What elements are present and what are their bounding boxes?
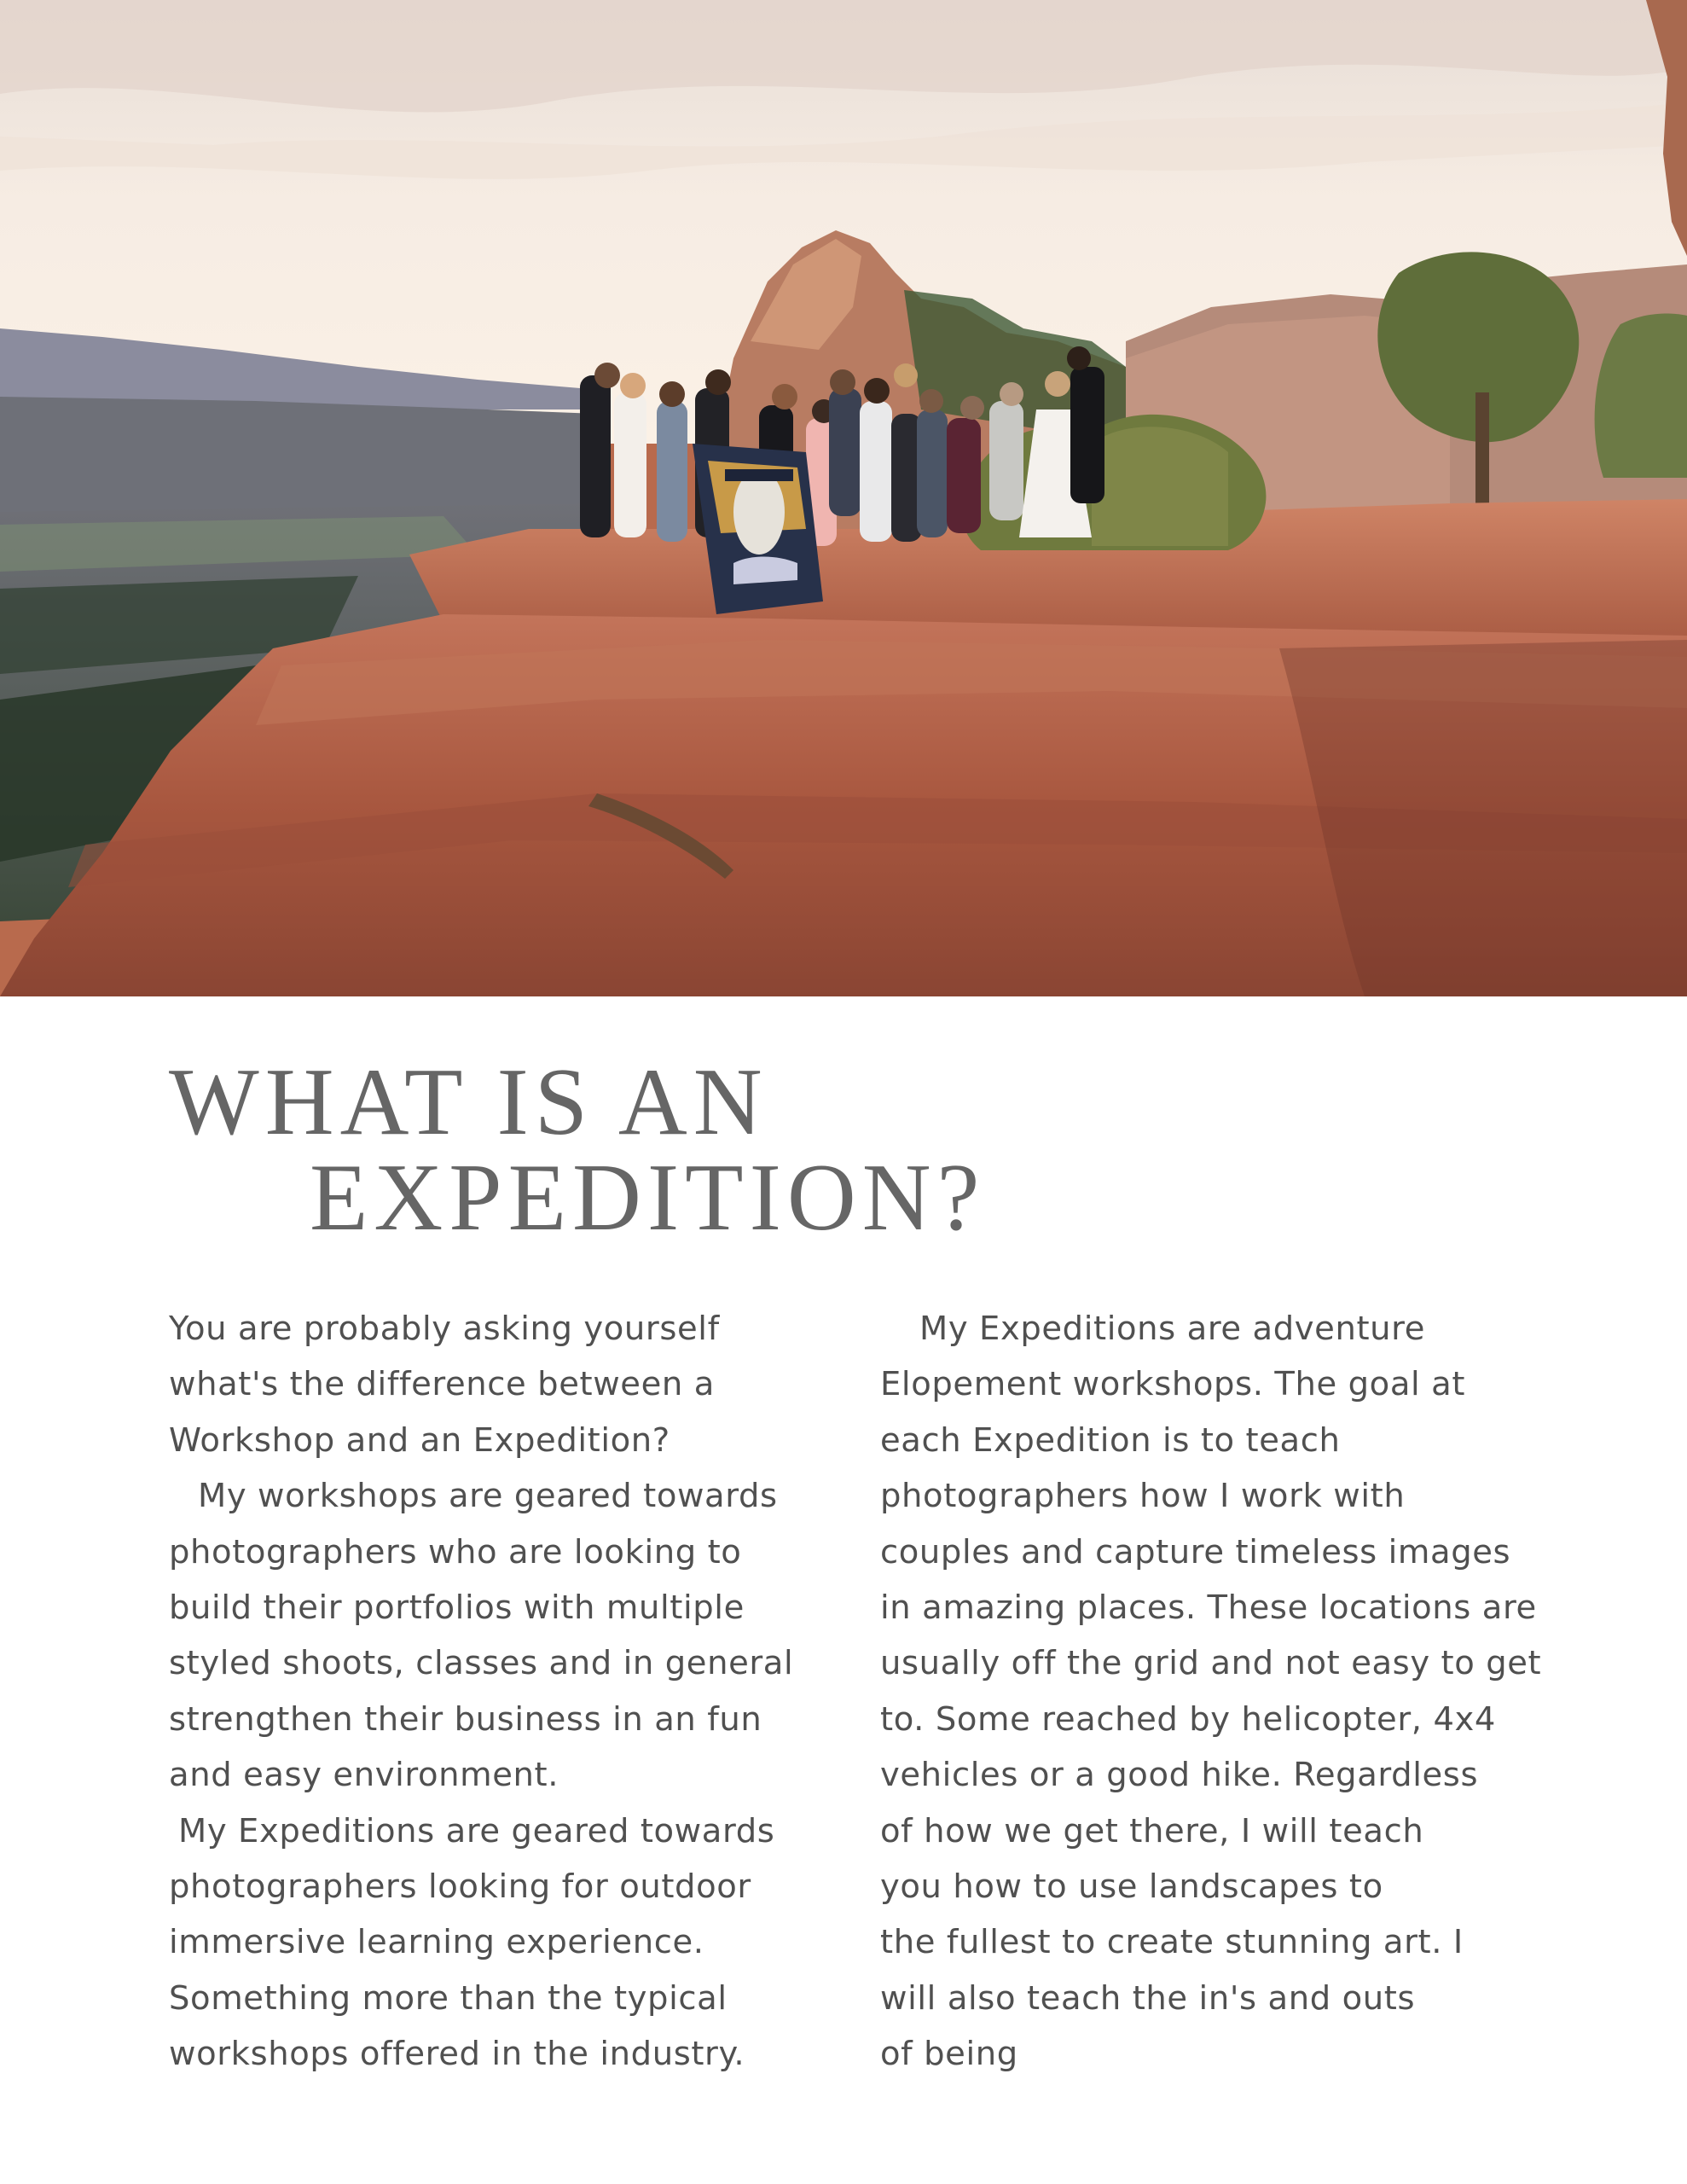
- right-paragraph-1-cont: [880, 1356, 1541, 2082]
- text-line: My Expeditions are adventure: [919, 1310, 1426, 1348]
- text-line: what's the difference between a: [169, 1365, 715, 1404]
- page-title-line-1: WHAT IS AN: [169, 1049, 768, 1155]
- left-paragraph-2-cont: [169, 1525, 793, 1804]
- text-line: of being: [880, 2035, 1018, 2074]
- text-line: of how we get there, I will teach: [880, 1811, 1424, 1850]
- page-title: [169, 1049, 986, 1251]
- hero-photo-illustration: [0, 0, 1687, 996]
- text-line: each Expedition is to teach: [880, 1420, 1341, 1460]
- text-line: strengthen their business in an fun: [169, 1699, 762, 1739]
- text-line: you how to use landscapes to: [880, 1867, 1383, 1907]
- text-line: Something more than the typical: [169, 1978, 728, 2018]
- right-text-column: [880, 1301, 1541, 2082]
- page-title-line-2: EXPEDITION?: [310, 1145, 986, 1251]
- left-paragraph-3-cont: [169, 1859, 793, 2082]
- text-line: photographers how I work with: [880, 1477, 1406, 1516]
- left-text-column: [169, 1301, 793, 2082]
- text-line: You are probably asking yourself: [169, 1310, 720, 1348]
- text-line: styled shoots, classes and in general: [169, 1644, 794, 1683]
- text-line: couples and capture timeless images: [880, 1532, 1511, 1571]
- text-line: My workshops are geared towards: [198, 1477, 778, 1516]
- text-line: Workshop and an Expedition?: [169, 1420, 670, 1460]
- text-line: immersive learning experience.: [169, 1923, 704, 1962]
- text-line: photographers looking for outdoor: [169, 1867, 751, 1907]
- left-paragraph-2: [169, 1468, 793, 1524]
- text-line: workshops offered in the industry.: [169, 2035, 745, 2074]
- text-line: to. Some reached by helicopter, 4x4: [880, 1699, 1497, 1739]
- left-paragraph-3: [169, 1804, 793, 1859]
- text-line: and easy environment.: [169, 1756, 559, 1795]
- right-paragraph-1: [880, 1301, 1541, 1356]
- hero-photo: [0, 0, 1687, 996]
- text-line: build their portfolios with multiple: [169, 1589, 745, 1628]
- text-line: photographers who are looking to: [169, 1532, 742, 1571]
- text-line: vehicles or a good hike. Regardless: [880, 1756, 1479, 1795]
- text-line: in amazing places. These locations are: [880, 1589, 1537, 1628]
- text-line: usually off the grid and not easy to get: [880, 1644, 1542, 1683]
- left-paragraph-1: [169, 1301, 793, 1468]
- text-line: will also teach the in's and outs: [880, 1978, 1416, 2018]
- text-line: My Expeditions are geared towards: [178, 1811, 775, 1850]
- text-line: the fullest to create stunning art. I: [880, 1923, 1464, 1962]
- text-line: Elopement workshops. The goal at: [880, 1365, 1466, 1404]
